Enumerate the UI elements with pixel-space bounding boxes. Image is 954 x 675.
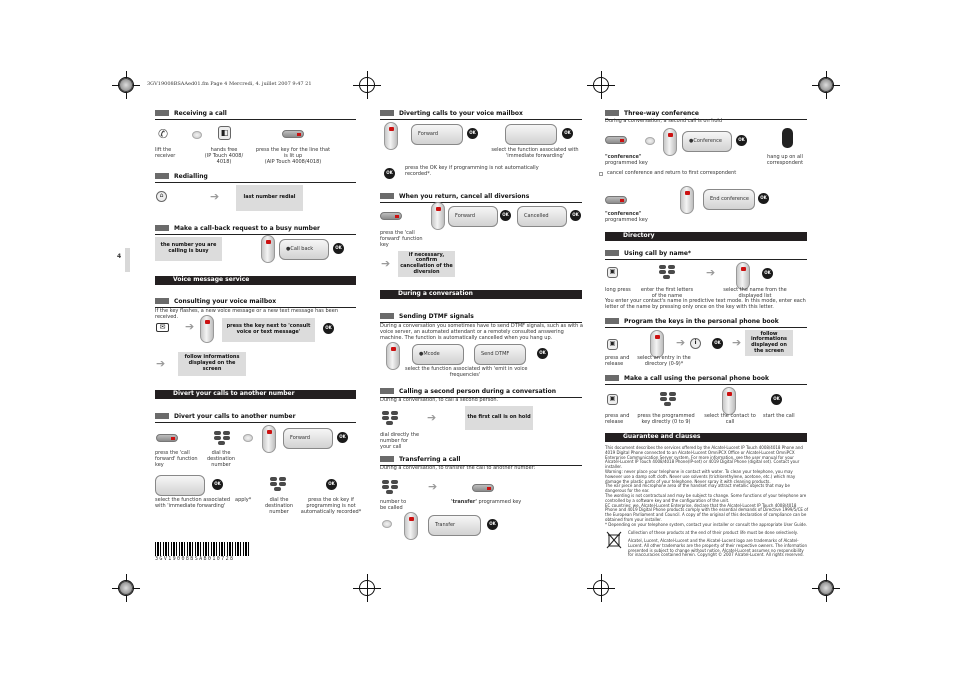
cancelled-screen[interactable]: Cancelled <box>517 206 567 227</box>
arrow-icon: ➔ <box>706 266 716 279</box>
corner-dot-icon <box>119 581 133 595</box>
ok-button[interactable]: OK <box>212 479 223 490</box>
hold-box: the first call is on hold <box>465 406 533 430</box>
caption-bold: "conference" <box>605 154 642 160</box>
checkbox-icon <box>599 172 603 176</box>
forward-screen[interactable]: Forward <box>283 428 333 449</box>
navigator-icon[interactable] <box>650 330 664 358</box>
arrow-icon: ➔ <box>676 336 686 349</box>
section-bar: Divert your calls to another number <box>155 390 356 399</box>
intro-text: During a conversation, a second call is on hold <box>605 118 722 124</box>
guarantee-paragraph: EC countries: we, Alcatel-Lucent Enterprise, declare that the Alcatel-Lucent IP Touch 4008/4018 Phone and 4019 Digital Phone products comply with the essential demands of Directive 1999/5/CE of the European Parliament and Council. A copy of the original of this declaration of compliance can be obtained from your installer. <box>605 502 809 522</box>
line-key-icon[interactable] <box>282 130 304 138</box>
redial-key-icon[interactable]: ⌂ <box>156 191 167 202</box>
caption: press and release <box>605 355 630 367</box>
section-bar: Directory <box>605 232 807 241</box>
ok-button[interactable]: OK <box>487 519 498 530</box>
intro-text: During a conversation you sometimes have to send DTMF signals, such as with a voice server, an automated attendant or a remotely consulted answering machine. The function is automatically cancelled when you hang up. <box>380 323 583 341</box>
section-bar: During a conversation <box>380 290 582 299</box>
section-title: Using call by name* <box>605 250 691 258</box>
section-title: When you return, cancel all diversions <box>380 193 529 201</box>
conference-screen[interactable]: ● Conference <box>682 131 732 152</box>
conference-key-icon[interactable] <box>605 196 627 204</box>
recycle-text: Collection of these products at the end of their product life must be done selectively. <box>628 530 798 535</box>
guarantee-paragraph: The wording is not contractual and may be subject to change. Some functions of your telephone are controlled by a software key and the configuration of the unit. <box>605 492 807 503</box>
keypad-icon[interactable] <box>270 477 288 491</box>
caption-rest: programmed key <box>605 216 648 223</box>
caption: hang up on all correspondent <box>766 154 804 166</box>
divider <box>605 259 807 260</box>
conference-key-icon[interactable] <box>605 136 627 144</box>
barcode <box>155 542 250 556</box>
ok-button[interactable]: OK <box>712 338 723 349</box>
navigator-icon[interactable] <box>200 315 214 343</box>
divider <box>605 384 807 385</box>
section-title: Sending DTMF signals <box>380 313 474 321</box>
caption: press the key for the line that is lit up (AIP Touch 4008/4018) <box>255 147 331 165</box>
divider <box>155 119 356 120</box>
caption: press the OK key if programming is not automatically recorded*. <box>405 165 539 177</box>
ok-button[interactable]: OK <box>500 210 511 221</box>
navigator-icon[interactable] <box>386 342 400 370</box>
navigator-icon[interactable] <box>736 262 750 290</box>
guarantee-paragraph: The ear piece and microphone area of the handset may attract metallic objects that may be dangerous for the ear. <box>605 483 790 494</box>
section-title: Make a call using the personal phone book <box>605 375 769 383</box>
caption: select the contact to call <box>704 413 756 425</box>
speaker-key-icon <box>382 520 392 528</box>
caption: lift the receiver <box>155 147 176 159</box>
registration-mark <box>587 71 615 99</box>
caption: apply* <box>235 497 252 503</box>
caption: select the function associated with 'immediate forwarding' <box>155 497 230 509</box>
caption: hands free (IP Touch 4008/ 4018) <box>204 147 244 165</box>
caption: long press <box>605 287 631 293</box>
arrow-icon: ➔ <box>185 320 195 333</box>
navigator-icon[interactable] <box>680 186 694 214</box>
intro-text: If the key flashes, a new voice message or a new text message has been received. <box>155 308 338 320</box>
section-title: Three-way conference <box>605 110 699 118</box>
arrow-icon: ➔ <box>381 257 391 270</box>
ok-button[interactable]: OK <box>758 193 769 204</box>
navigator-icon[interactable] <box>261 235 275 263</box>
caption: press and release <box>605 413 630 425</box>
navigator-icon[interactable] <box>262 425 276 453</box>
caption <box>451 500 521 506</box>
divider <box>155 234 356 235</box>
caption-bold: "conference" <box>605 211 642 217</box>
mcode-screen[interactable]: ● Mcode <box>412 344 464 365</box>
recycle-bin-icon <box>606 531 622 549</box>
section-title: Calling a second person during a conversation <box>380 388 556 396</box>
keypad-icon[interactable] <box>660 392 678 406</box>
ok-button[interactable]: OK <box>326 479 337 490</box>
caption: press the 'call forward' function key <box>155 450 198 468</box>
corner-dot-icon <box>119 78 133 92</box>
info-key-icon[interactable]: i <box>690 338 701 349</box>
section-title: Diverting calls to your voice mailbox <box>380 110 523 118</box>
corner-dot-icon <box>819 78 833 92</box>
caption-rest: programmed key <box>605 159 648 166</box>
page-number: 4 <box>117 253 122 260</box>
caption: select the name from the displayed list <box>723 287 787 299</box>
ok-button[interactable]: OK <box>537 348 548 359</box>
caption: press the programmed key directly (0 to 9) <box>637 413 695 425</box>
section-bar: Voice message service <box>155 276 356 285</box>
select-screen[interactable] <box>155 475 205 496</box>
directory-key-icon[interactable]: ▣ <box>607 339 618 350</box>
divider <box>380 119 582 120</box>
transfer-key-icon[interactable] <box>472 484 494 492</box>
section-title: Consulting your voice mailbox <box>155 298 276 306</box>
ok-button[interactable]: OK <box>736 135 747 146</box>
keypad-icon[interactable] <box>214 431 232 445</box>
busy-box: the number you are calling is busy <box>155 237 222 261</box>
confirm-box: if necessary, confirm cancellation of the diversion <box>398 251 455 277</box>
speaker-key-icon <box>243 434 253 442</box>
file-header: 3GV19008BSAAed01.fm Page 4 Mercredi, 4. juillet 2007 9:47 21 <box>147 81 312 87</box>
caption: cancel conference and return to first correspondent <box>607 170 737 176</box>
corner-dot-icon <box>819 581 833 595</box>
select-screen[interactable] <box>505 124 557 145</box>
divider <box>380 202 582 203</box>
divider <box>155 182 356 183</box>
caption: number to be called <box>380 499 407 511</box>
caption: enter the first letters of the name <box>640 287 694 299</box>
speaker-key-icon <box>192 131 202 139</box>
note-text: You enter your contact's name in predictive text mode. In this mode, enter each letter of the name by pressing only once on the key with this letter. <box>605 298 806 310</box>
section-title: Transferring a call <box>380 456 460 464</box>
handset-icon: ✆ <box>158 127 169 141</box>
keypad-icon[interactable] <box>659 265 677 279</box>
caption-bold: 'transfer' <box>451 499 477 505</box>
redial-box: last number redial <box>236 185 303 211</box>
section-title: Make a call-back request to a busy number <box>155 225 320 233</box>
section-title: Redialling <box>155 173 208 181</box>
directory-key-icon[interactable]: ▣ <box>607 394 618 405</box>
arrow-icon: ➔ <box>428 480 438 493</box>
divider <box>155 422 356 423</box>
guarantee-paragraph: Warning: never place your telephone in contact with water. To clean your telephone, you may however use a damp soft cloth. Never use solvents (trichlorethylene, acetone, etc.) which may damage the plastic parts of your telephone. Never spray it with cleaning products. <box>605 468 796 484</box>
caption-rest: programmed key <box>476 499 522 505</box>
consult-box: press the key next to 'consult voice or text message' <box>222 318 315 342</box>
speaker-key-icon <box>645 137 655 145</box>
page-tab <box>125 248 130 272</box>
ok-button[interactable]: OK <box>762 268 773 279</box>
arrow-icon: ➔ <box>156 357 166 370</box>
section-title: Divert your calls to another number <box>155 413 296 421</box>
directory-key-icon[interactable]: ▣ <box>607 267 618 278</box>
section-bar: Guarantee and clauses <box>605 433 807 442</box>
guarantee-paragraph: * Depending on your telephone system, contact your installer or consult the appropriate User Guide. <box>605 521 808 527</box>
intro-text: During a conversation, to call a second person. <box>380 397 499 403</box>
forward-screen[interactable]: Forward <box>411 124 463 145</box>
caption <box>605 155 648 167</box>
guarantee-paragraph: This document describes the services offered by the Alcatel-Lucent IP Touch 4008/4018 Phone and 4019 Digital Phone connected to an Alcatel-Lucent OmniPCX Office or Alcatel-Lucent OmniPCX Enterprise Communication Server system. For more information, see the user manual for your Alcatel-Lucent IP Touch 4008/4018 Phone(IP-set) or 4019 Digital Phone (digital set). Contact your installer. <box>605 445 803 470</box>
callback-screen[interactable]: ● Call back <box>279 239 329 260</box>
caption: select the function associated with 'immediate forwarding' <box>491 147 579 159</box>
dtmf-screen[interactable]: Send DTMF <box>474 344 526 365</box>
info-box: follow informations displayed on the screen <box>178 352 246 376</box>
forward-screen[interactable]: Forward <box>448 206 498 227</box>
forward-key-icon[interactable] <box>380 212 402 220</box>
ok-button[interactable]: OK <box>323 323 334 334</box>
caption: dial the destination number <box>264 497 293 515</box>
guarantee-text <box>605 446 809 528</box>
ok-button[interactable]: OK <box>771 394 782 405</box>
forward-key-icon[interactable] <box>156 434 178 442</box>
transfer-screen[interactable]: Transfer <box>428 515 481 536</box>
message-key-icon[interactable]: ✉ <box>156 323 169 332</box>
ok-button[interactable]: OK <box>570 210 581 221</box>
navigator-icon[interactable] <box>663 128 677 156</box>
barcode-number: 3GV19008BSAB010728 <box>155 556 235 562</box>
section-title: Program the keys in the personal phone book <box>605 318 779 326</box>
ok-button[interactable]: OK <box>384 168 395 179</box>
section-title: Receiving a call <box>155 110 227 118</box>
trademark-text: Alcatel, Lucent, Alcatel-Lucent and the Alcatel-Lucent logo are trademarks of Alcatel-Lucent. All other trademarks are the property of their respective owners. The information presented is subject to change without notice. Alcatel-Lucent assumes no responsibility for inaccuracies contained herein. Copyright © 2007 Alcatel-Lucent. All rights reserved. <box>628 538 808 558</box>
caption: dial the destination number <box>206 450 235 468</box>
caption: select an entry in the directory (0-9)* <box>637 355 691 367</box>
registration-mark <box>353 71 381 99</box>
navigator-icon[interactable] <box>722 387 736 415</box>
caption: press the 'call forward' function key <box>380 230 423 248</box>
caption: press the ok key if programming is not automatically recorded* <box>300 497 362 515</box>
hangup-key-icon[interactable] <box>782 128 793 148</box>
registration-mark <box>587 574 615 602</box>
navigator-icon[interactable] <box>404 512 418 540</box>
ok-button[interactable]: OK <box>562 128 573 139</box>
end-conference-screen[interactable]: End conference <box>703 189 755 210</box>
ok-button[interactable]: OK <box>467 128 478 139</box>
caption <box>605 212 648 224</box>
keypad-icon[interactable] <box>382 480 400 494</box>
arrow-icon: ➔ <box>732 336 742 349</box>
navigator-icon[interactable] <box>431 202 445 230</box>
intro-text: During a conversation, to transfer the call to another number: <box>380 465 536 471</box>
navigator-icon[interactable] <box>384 122 398 150</box>
caption: dial directly the number for your call <box>380 432 420 450</box>
divider <box>605 327 807 328</box>
handsfree-key-icon[interactable]: ◧ <box>218 126 231 140</box>
arrow-icon: ➔ <box>210 190 220 203</box>
caption: select the function associated with 'emit in voice frequencies' <box>405 366 528 378</box>
info-box: follow informations displayed on the screen <box>745 330 793 356</box>
keypad-icon[interactable] <box>382 411 400 425</box>
ok-button[interactable]: OK <box>333 243 344 254</box>
ok-button[interactable]: OK <box>337 432 348 443</box>
caption: start the call <box>763 413 795 419</box>
arrow-icon: ➔ <box>427 411 437 424</box>
registration-mark <box>353 574 381 602</box>
